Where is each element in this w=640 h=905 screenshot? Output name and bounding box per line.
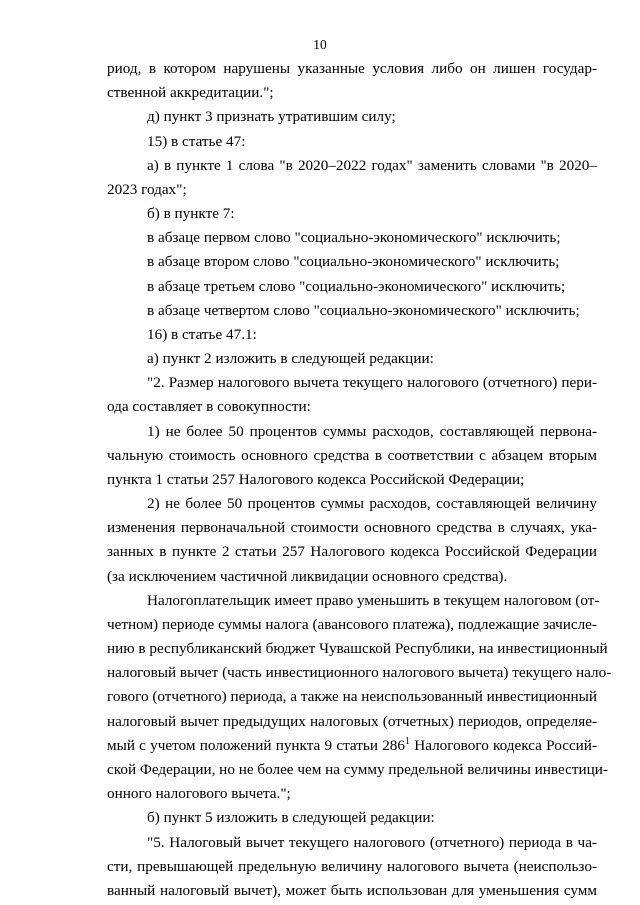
text-line xyxy=(107,565,597,589)
page-number: 10 xyxy=(313,37,327,52)
text-line xyxy=(107,879,597,903)
line-text: налоговый вычет (часть инвестиционного налогового вычета) текущего нало- xyxy=(107,664,612,682)
text-line xyxy=(107,130,597,154)
line-text: ской Федерации, но не более чем на сумму предельной величины инвестици- xyxy=(107,760,608,778)
line-text: риод, в котором нарушены указанные условия либо он лишен государ- xyxy=(107,60,597,77)
line-text: нию в республиканский бюджет Чувашской Республики, на инвестиционный xyxy=(107,640,608,658)
text-line xyxy=(107,710,597,734)
line-text: изменения первоначальной стоимости основного средства в случаях, ука- xyxy=(107,519,597,537)
text-line xyxy=(107,589,600,613)
line-text: ванный налоговый вычет), может быть использован для уменьшения сумм xyxy=(107,881,597,899)
text-line xyxy=(107,178,597,202)
line-text: налоговый вычет предыдущих налоговых (отчетных) периодов, определяе- xyxy=(107,712,597,730)
line-text: пункта 1 статьи 257 Налогового кодекса Российской Федерации; xyxy=(107,470,525,488)
line-text: "2. Размер налогового вычета текущего налогового (отчетного) пери- xyxy=(147,374,597,392)
text-line xyxy=(107,540,597,564)
document-body xyxy=(107,57,612,903)
text-line xyxy=(107,371,597,395)
line-text: в абзаце третьем слово "социально-экономического" исключить; xyxy=(147,277,566,295)
text-line xyxy=(107,782,597,806)
text-line xyxy=(107,806,597,830)
line-text: онного налогового вычета."; xyxy=(107,785,291,803)
text-line xyxy=(107,154,597,178)
text-line xyxy=(107,685,597,709)
line-text: д) пункт 3 признать утратившим силу; xyxy=(147,108,396,126)
line-text: в абзаце четвертом слово "социально-экономического" исключить; xyxy=(147,301,580,319)
text-line xyxy=(107,855,597,879)
text-line xyxy=(107,613,597,637)
line-text: гового (отчетного) периода, а также на неиспользованный инвестиционный xyxy=(107,688,598,706)
line-text: Налогоплательщик имеет право уменьшить в текущем налоговом (от- xyxy=(147,591,600,609)
superscript: 1 xyxy=(404,735,410,747)
line-text: ода составляет в совокупности: xyxy=(107,398,311,416)
text-line xyxy=(107,637,608,661)
text-line xyxy=(107,250,597,274)
text-line xyxy=(107,734,597,758)
line-text: (за исключением частичной ликвидации основного средства). xyxy=(107,567,508,585)
text-line xyxy=(107,81,597,105)
text-line xyxy=(107,661,612,685)
line-text: сти, превышающей предельную величину налогового вычета (неиспользо- xyxy=(107,857,597,875)
text-line xyxy=(107,57,597,81)
text-line xyxy=(107,831,597,855)
text-line xyxy=(107,202,597,226)
line-text: б) пункт 5 изложить в следующей редакции: xyxy=(147,809,435,827)
line-text-tail: Налогового кодекса Россий- xyxy=(409,736,597,754)
text-line xyxy=(107,395,597,419)
text-line xyxy=(107,492,597,516)
text-line xyxy=(107,105,597,129)
text-line xyxy=(107,226,597,250)
text-line xyxy=(107,275,597,299)
line-text: в абзаце втором слово "социально-экономического" исключить; xyxy=(147,253,560,271)
line-text: ственной аккредитации."; xyxy=(107,84,274,102)
line-text: 2) не более 50 процентов суммы расходов, составляющей величину xyxy=(147,495,597,513)
text-line xyxy=(107,347,597,371)
text-line xyxy=(107,468,597,492)
line-text: 15) в статье 47: xyxy=(147,132,246,150)
line-text: четном) периоде суммы налога (авансового платежа), подлежащие зачисле- xyxy=(107,615,597,633)
line-text: 16) в статье 47.1: xyxy=(147,325,257,343)
line-text: а) в пункте 1 слова "в 2020–2022 годах" заменить словами "в 2020– xyxy=(147,156,597,174)
line-text: а) пункт 2 изложить в следующей редакции: xyxy=(147,350,434,368)
text-line xyxy=(107,758,608,782)
line-text: в абзаце первом слово "социально-экономического" исключить; xyxy=(147,229,561,247)
line-text: 2023 годах"; xyxy=(107,180,187,198)
text-line xyxy=(107,299,597,323)
line-text: мый с учетом положений пункта 9 статьи 286 xyxy=(107,736,405,754)
line-text: 1) не более 50 процентов суммы расходов, составляющей первона- xyxy=(147,422,597,440)
line-text: чальную стоимость основного средства в соответствии с абзацем вторым xyxy=(107,446,597,464)
text-line xyxy=(107,323,597,347)
line-text: б) в пункте 7: xyxy=(147,205,235,223)
text-line xyxy=(107,516,597,540)
line-text: занных в пункте 2 статьи 257 Налогового кодекса Российской Федерации xyxy=(107,543,597,561)
text-line xyxy=(107,420,597,444)
text-line xyxy=(107,444,597,468)
line-text: "5. Налоговый вычет текущего налогового (отчетного) периода в ча- xyxy=(147,833,597,851)
